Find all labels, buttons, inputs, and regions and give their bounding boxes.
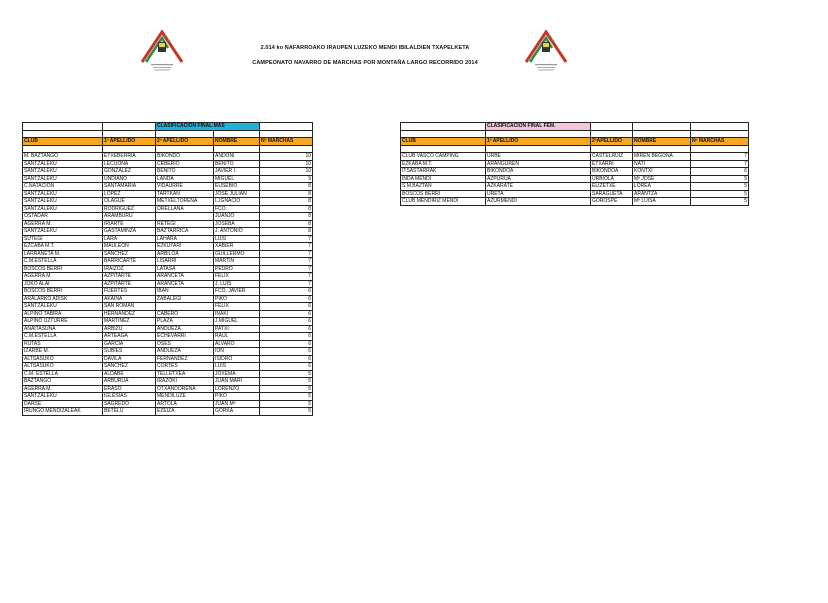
cell-surname2: MENDILUZE <box>156 393 214 401</box>
table-row <box>23 318 313 326</box>
cell-club: ALTSASUKO <box>23 363 103 371</box>
cell-marches: 6 <box>260 363 313 371</box>
cell-surname2: CASTELRUIZ <box>591 153 633 161</box>
cell-name: FCO. JAVIER <box>214 288 260 296</box>
cell-name: LUIS <box>214 363 260 371</box>
cell-name: PIKO <box>214 295 260 303</box>
cell-club: ALTSASUKO <box>23 355 103 363</box>
cell-name: PIKO <box>214 393 260 401</box>
cell-marches: 6 <box>260 340 313 348</box>
cell-surname1: URETA <box>486 190 591 198</box>
cell-name: JOXEMA <box>214 370 260 378</box>
cell-surname2: EZKUTARI <box>156 243 214 251</box>
cell-marches: 7 <box>691 153 749 161</box>
cell-surname1: ERASO <box>103 385 156 393</box>
cell-name: MIREN BEGOÑA <box>633 153 691 161</box>
header-row <box>23 138 313 146</box>
cell-surname1: SAGREDO <box>103 400 156 408</box>
table-row <box>23 385 313 393</box>
table-row <box>23 220 313 228</box>
table-row <box>23 153 313 161</box>
cell-surname1: SUBIES <box>103 348 156 356</box>
spacer-row <box>23 145 313 153</box>
cell-surname1: LOPEZ <box>103 190 156 198</box>
cell-surname1: GARCIA <box>103 340 156 348</box>
cell-surname1: AZURMENDI <box>486 198 591 206</box>
cell-surname2: PLAZA <box>156 318 214 326</box>
cell-surname2: GOROSPE <box>591 198 633 206</box>
cell-surname1: IRIARTE <box>103 220 156 228</box>
cell-club: M. BAZTANGO <box>23 153 103 161</box>
cell-surname1: LARA <box>103 235 156 243</box>
cell-surname1: IGLESIAS <box>103 393 156 401</box>
cell-surname1: ARAMBURU <box>103 213 156 221</box>
cell-club: SANTZALEKU <box>23 190 103 198</box>
cell-club: S.M.BAZTAN <box>401 183 486 191</box>
cell-name: EUSEBIO <box>214 183 260 191</box>
cell-surname2: IBAN <box>156 288 214 296</box>
table-row <box>23 393 313 401</box>
cell-marches: 8 <box>260 205 313 213</box>
cell-name: ION <box>214 348 260 356</box>
cell-surname2: LATASA <box>156 265 214 273</box>
cell-surname2: FERNANDEZ <box>156 355 214 363</box>
cell-name: JAVIER I. <box>214 168 260 176</box>
cell-club: SANTZALEKU <box>23 393 103 401</box>
cell-club: CLUB VASCO CAMPING <box>401 153 486 161</box>
cell-club: BAZTANGO <box>23 378 103 386</box>
cell-marches: 5 <box>691 183 749 191</box>
cell-surname2: URBIOLA <box>591 175 633 183</box>
cell-surname1: BETELU <box>103 408 156 416</box>
cell-surname1: OLAGUE <box>103 198 156 206</box>
table-row <box>23 205 313 213</box>
cell-club: BOSCOS BERRI <box>23 265 103 273</box>
cell-surname1: ARANGUREN <box>486 160 591 168</box>
cell-surname2: EZEIZA <box>156 408 214 416</box>
mountain-logo-icon <box>136 26 188 74</box>
cell-marches: 6 <box>260 355 313 363</box>
cell-club: CLUB MENDIRIZ MENDI <box>401 198 486 206</box>
cell-name: ISIDRO <box>214 355 260 363</box>
table-row <box>401 198 749 206</box>
title-spanish: CAMPEONATO NAVARRO DE MARCHAS POR MONTAÑA LARGO RECORRIDO 2014 <box>252 60 478 66</box>
cell-club: ARALARKO ADISK <box>23 295 103 303</box>
cell-name: ARANTZA <box>633 190 691 198</box>
cell-club: SANTZALEKU <box>23 160 103 168</box>
cell-surname1: FUERTES <box>103 288 156 296</box>
cell-club: AGERRA M. <box>23 385 103 393</box>
cell-club: OSTADAR <box>23 213 103 221</box>
cell-surname2: TARTKAN <box>156 190 214 198</box>
cell-marches: 5 <box>260 393 313 401</box>
table-row <box>23 265 313 273</box>
cell-marches: 8 <box>260 198 313 206</box>
cell-surname1: AZPURUA <box>486 175 591 183</box>
cell-marches: 10 <box>260 153 313 161</box>
cell-club: LARRAÑETA M. <box>23 250 103 258</box>
header-surname2: 2º APELLIDO <box>156 138 214 146</box>
women-classification-table <box>400 122 749 206</box>
table-row <box>23 190 313 198</box>
cell-surname2: ANDUEZA <box>156 325 214 333</box>
cell-marches: 7 <box>260 250 313 258</box>
cell-surname1: ARBIZU <box>103 325 156 333</box>
table-row <box>401 183 749 191</box>
cell-club: ALPINO UZTURRE <box>23 318 103 326</box>
cell-club: SANTZALEKU <box>23 205 103 213</box>
cell-name: J. ANTONIO <box>214 228 260 236</box>
cell-club: SUTEGI <box>23 235 103 243</box>
cell-surname2: OTXANDORENA <box>156 385 214 393</box>
men-classification-table <box>22 122 313 416</box>
cell-name: MARTIN <box>214 258 260 266</box>
cell-club: SANTZALEKU <box>23 198 103 206</box>
table-row <box>23 355 313 363</box>
cell-marches: 5 <box>691 190 749 198</box>
cell-marches: 10 <box>260 168 313 176</box>
table-row <box>23 363 313 371</box>
cell-surname1: SANCHEZ <box>103 363 156 371</box>
cell-surname2: CABERO <box>156 310 214 318</box>
cell-marches: 7 <box>260 280 313 288</box>
women-caption: CLASIFICACION FINAL FEM. <box>486 123 591 131</box>
cell-surname2: BIKONDOA <box>591 168 633 176</box>
cell-surname2 <box>156 303 214 311</box>
spacer-row <box>23 130 313 138</box>
cell-surname2 <box>156 213 214 221</box>
cell-name: J.MIGUEL <box>214 318 260 326</box>
cell-surname1: ARBURUA <box>103 378 156 386</box>
table-row <box>23 325 313 333</box>
cell-name: IÑAKI <box>214 310 260 318</box>
cell-marches: 7 <box>260 258 313 266</box>
cell-marches: 6 <box>260 318 313 326</box>
table-row <box>23 235 313 243</box>
cell-club: ANAITASUNA <box>23 325 103 333</box>
cell-marches: 6 <box>691 168 749 176</box>
header-surname2: 2ºAPELLIDO <box>591 138 633 146</box>
cell-surname1: IRAIZOZ <box>103 265 156 273</box>
cell-marches: 6 <box>260 348 313 356</box>
table-row <box>401 168 749 176</box>
cell-marches: 6 <box>260 295 313 303</box>
cell-marches: 6 <box>260 303 313 311</box>
cell-name: FELIX <box>214 303 260 311</box>
cell-surname1: URBE <box>486 153 591 161</box>
cell-club: C.M.ESTELLA <box>23 258 103 266</box>
table-row <box>401 153 749 161</box>
cell-marches: 5 <box>260 370 313 378</box>
cell-club: C.NATACION <box>23 183 103 191</box>
header-marches: Nº MARCHAS <box>260 138 313 146</box>
cell-surname2: BIKONDO <box>156 153 214 161</box>
cell-surname2: ANDUEZA <box>156 348 214 356</box>
cell-marches: 8 <box>260 190 313 198</box>
cell-surname1: GASTAMINZA <box>103 228 156 236</box>
cell-surname1: AKAINA <box>103 295 156 303</box>
cell-marches: 8 <box>260 183 313 191</box>
cell-marches: 7 <box>260 243 313 251</box>
cell-name: RAUL <box>214 333 260 341</box>
table-row <box>23 310 313 318</box>
cell-marches: 8 <box>260 228 313 236</box>
cell-name: J. LUIS <box>214 280 260 288</box>
cell-marches: 6 <box>260 333 313 341</box>
cell-club: ITSASTARRAK <box>401 168 486 176</box>
table-row <box>23 250 313 258</box>
cell-surname2: ARANCETA <box>156 280 214 288</box>
cell-name: Mª LUISA <box>633 198 691 206</box>
cell-name: JOSE JULIAN <box>214 190 260 198</box>
table-row <box>23 348 313 356</box>
cell-surname2: IRAZOKI <box>156 378 214 386</box>
cell-surname2: BAZTARRICA <box>156 228 214 236</box>
table-row <box>23 183 313 191</box>
cell-surname2: LISARRI <box>156 258 214 266</box>
cell-surname1: UNDIANO <box>103 175 156 183</box>
cell-surname1: DAVILA <box>103 355 156 363</box>
header-name: NOMBRE <box>214 138 260 146</box>
title-basque: 2.014 ko NAFARROAKO IRAUPEN LUZEKO MENDI IBILALDIEN TXAPELKETA <box>260 45 470 51</box>
header-surname1: 1º APELLIDO <box>103 138 156 146</box>
cell-surname1: RODRIGUEZ <box>103 205 156 213</box>
cell-marches: 6 <box>260 288 313 296</box>
cell-surname1: MARTINEZ <box>103 318 156 326</box>
cell-marches: 9 <box>260 175 313 183</box>
cell-surname2: CORTES <box>156 363 214 371</box>
cell-surname1: SANTAMARIA <box>103 183 156 191</box>
table-row <box>23 213 313 221</box>
cell-marches: 6 <box>260 310 313 318</box>
table-row <box>23 400 313 408</box>
caption-row <box>401 123 749 131</box>
cell-surname1: SANCHEZ <box>103 250 156 258</box>
header-surname1: 1º APELLIDO <box>486 138 591 146</box>
cell-club: AGERRA M. <box>23 273 103 281</box>
cell-surname2: ORELLANA <box>156 205 214 213</box>
table-row <box>23 333 313 341</box>
cell-surname1: SAN ROMAN <box>103 303 156 311</box>
cell-marches: 5 <box>260 378 313 386</box>
cell-name: L.IGNACIO <box>214 198 260 206</box>
cell-surname2: ECHEVARRI <box>156 333 214 341</box>
cell-club: C.M. ESTELLA <box>23 370 103 378</box>
cell-club: INDA MENDI <box>401 175 486 183</box>
caption-row <box>23 123 313 131</box>
cell-club: IZARBE M. <box>23 348 103 356</box>
cell-surname2: METXELTORENA <box>156 198 214 206</box>
cell-club: SANTZALEKU <box>23 168 103 176</box>
cell-marches: 7 <box>260 265 313 273</box>
table-row <box>23 160 313 168</box>
spacer-row <box>401 145 749 153</box>
cell-surname1: LECUONA <box>103 160 156 168</box>
cell-club: C.M.ESTELLA <box>23 333 103 341</box>
cell-name: LORENZO <box>214 385 260 393</box>
table-row <box>401 190 749 198</box>
cell-surname2: ARBILOA <box>156 250 214 258</box>
table-row <box>23 408 313 416</box>
cell-name: LUIS <box>214 235 260 243</box>
cell-surname1: ALDABE <box>103 370 156 378</box>
cell-name: BENITO <box>214 160 260 168</box>
table-row <box>23 340 313 348</box>
table-row <box>23 295 313 303</box>
cell-marches: 8 <box>260 220 313 228</box>
cell-name: JOSEBA <box>214 220 260 228</box>
cell-surname1: ARTEAGA <box>103 333 156 341</box>
table-row <box>23 378 313 386</box>
cell-name: FELIX <box>214 273 260 281</box>
cell-name: LOREA <box>633 183 691 191</box>
cell-surname1: MAULEON <box>103 243 156 251</box>
cell-marches: 10 <box>260 160 313 168</box>
cell-marches: 7 <box>260 235 313 243</box>
cell-surname2: BENITO <box>156 168 214 176</box>
federation-logo-left <box>136 26 188 74</box>
cell-surname1: BARRICARTE <box>103 258 156 266</box>
table-row <box>23 243 313 251</box>
cell-marches: 5 <box>260 408 313 416</box>
cell-club: RUTAS <box>23 340 103 348</box>
cell-surname1: ETXEBERRIA <box>103 153 156 161</box>
header-club: CLUB <box>401 138 486 146</box>
cell-name: GUILLERMO <box>214 250 260 258</box>
cell-club: SANTZALEKU <box>23 228 103 236</box>
cell-name: ALVARO <box>214 340 260 348</box>
table-row <box>23 168 313 176</box>
cell-name: ANDONI <box>214 153 260 161</box>
cell-club: BOSCOS BERRI <box>401 190 486 198</box>
cell-surname2: ELIZETXE <box>591 183 633 191</box>
cell-surname1: BIKONDOA <box>486 168 591 176</box>
header-club: CLUB <box>23 138 103 146</box>
cell-surname1: HERNANDEZ <box>103 310 156 318</box>
table-row <box>23 288 313 296</box>
cell-surname2: TELLETXEA <box>156 370 214 378</box>
cell-surname2: ARTOLA <box>156 400 214 408</box>
cell-club: JOKO ALAI <box>23 280 103 288</box>
cell-club: DARSE <box>23 400 103 408</box>
header-marches: Nº MARCHAS <box>691 138 749 146</box>
cell-name: Mª JOSE <box>633 175 691 183</box>
cell-name: MIGUEL <box>214 175 260 183</box>
cell-surname1: AZKARATE <box>486 183 591 191</box>
cell-name: JUANJO <box>214 213 260 221</box>
cell-marches: 5 <box>691 198 749 206</box>
table-row <box>23 228 313 236</box>
cell-club: BOSCOS BERRI <box>23 288 103 296</box>
table-row <box>23 198 313 206</box>
spacer-row <box>401 130 749 138</box>
cell-club: ALPINO TABIRA <box>23 310 103 318</box>
table-row <box>23 370 313 378</box>
cell-surname2: ARANCETA <box>156 273 214 281</box>
cell-marches: 8 <box>260 213 313 221</box>
table-row <box>23 280 313 288</box>
cell-name: NATI <box>633 160 691 168</box>
table-row <box>23 258 313 266</box>
cell-surname2: ETXARRI <box>591 160 633 168</box>
cell-name: KONTXI <box>633 168 691 176</box>
header-row <box>401 138 749 146</box>
table-row <box>23 303 313 311</box>
cell-name: FCO. <box>214 205 260 213</box>
men-caption: CLASIFICACION FINAL MAS <box>156 123 260 131</box>
cell-marches: 7 <box>691 160 749 168</box>
cell-club: EZKABA M.T. <box>401 160 486 168</box>
cell-surname1: AZPITARTE <box>103 280 156 288</box>
cell-surname1: AZPITARTE <box>103 273 156 281</box>
cell-club: IRUNGO MENDIZALEAK <box>23 408 103 416</box>
cell-name: JUAN MARI <box>214 378 260 386</box>
cell-marches: 5 <box>691 175 749 183</box>
cell-club: SANTZALEKU <box>23 303 103 311</box>
table-row <box>23 175 313 183</box>
cell-marches: 5 <box>260 400 313 408</box>
cell-surname2: VIDAURRE <box>156 183 214 191</box>
cell-marches: 7 <box>260 273 313 281</box>
cell-club: SANTZALEKU <box>23 175 103 183</box>
cell-surname2: LAHARA <box>156 235 214 243</box>
table-row <box>401 160 749 168</box>
header-name: NOMBRE <box>633 138 691 146</box>
cell-name: XABIER <box>214 243 260 251</box>
cell-surname2: LANDA <box>156 175 214 183</box>
cell-surname2: OSES <box>156 340 214 348</box>
table-row <box>23 273 313 281</box>
cell-surname2: SARAGUETA <box>591 190 633 198</box>
cell-name: JUAN Mª <box>214 400 260 408</box>
cell-name: GORKA <box>214 408 260 416</box>
cell-club: EZCABA M.T. <box>23 243 103 251</box>
cell-surname2: ZABALEGI <box>156 295 214 303</box>
cell-marches: 5 <box>260 385 313 393</box>
cell-surname1: GONZALEZ <box>103 168 156 176</box>
cell-surname2: RETEGI <box>156 220 214 228</box>
cell-marches: 6 <box>260 325 313 333</box>
table-row <box>401 175 749 183</box>
cell-surname2: CEBERIO <box>156 160 214 168</box>
cell-name: PATXI <box>214 325 260 333</box>
cell-club: AGERRA M. <box>23 220 103 228</box>
cell-name: PEDRO <box>214 265 260 273</box>
